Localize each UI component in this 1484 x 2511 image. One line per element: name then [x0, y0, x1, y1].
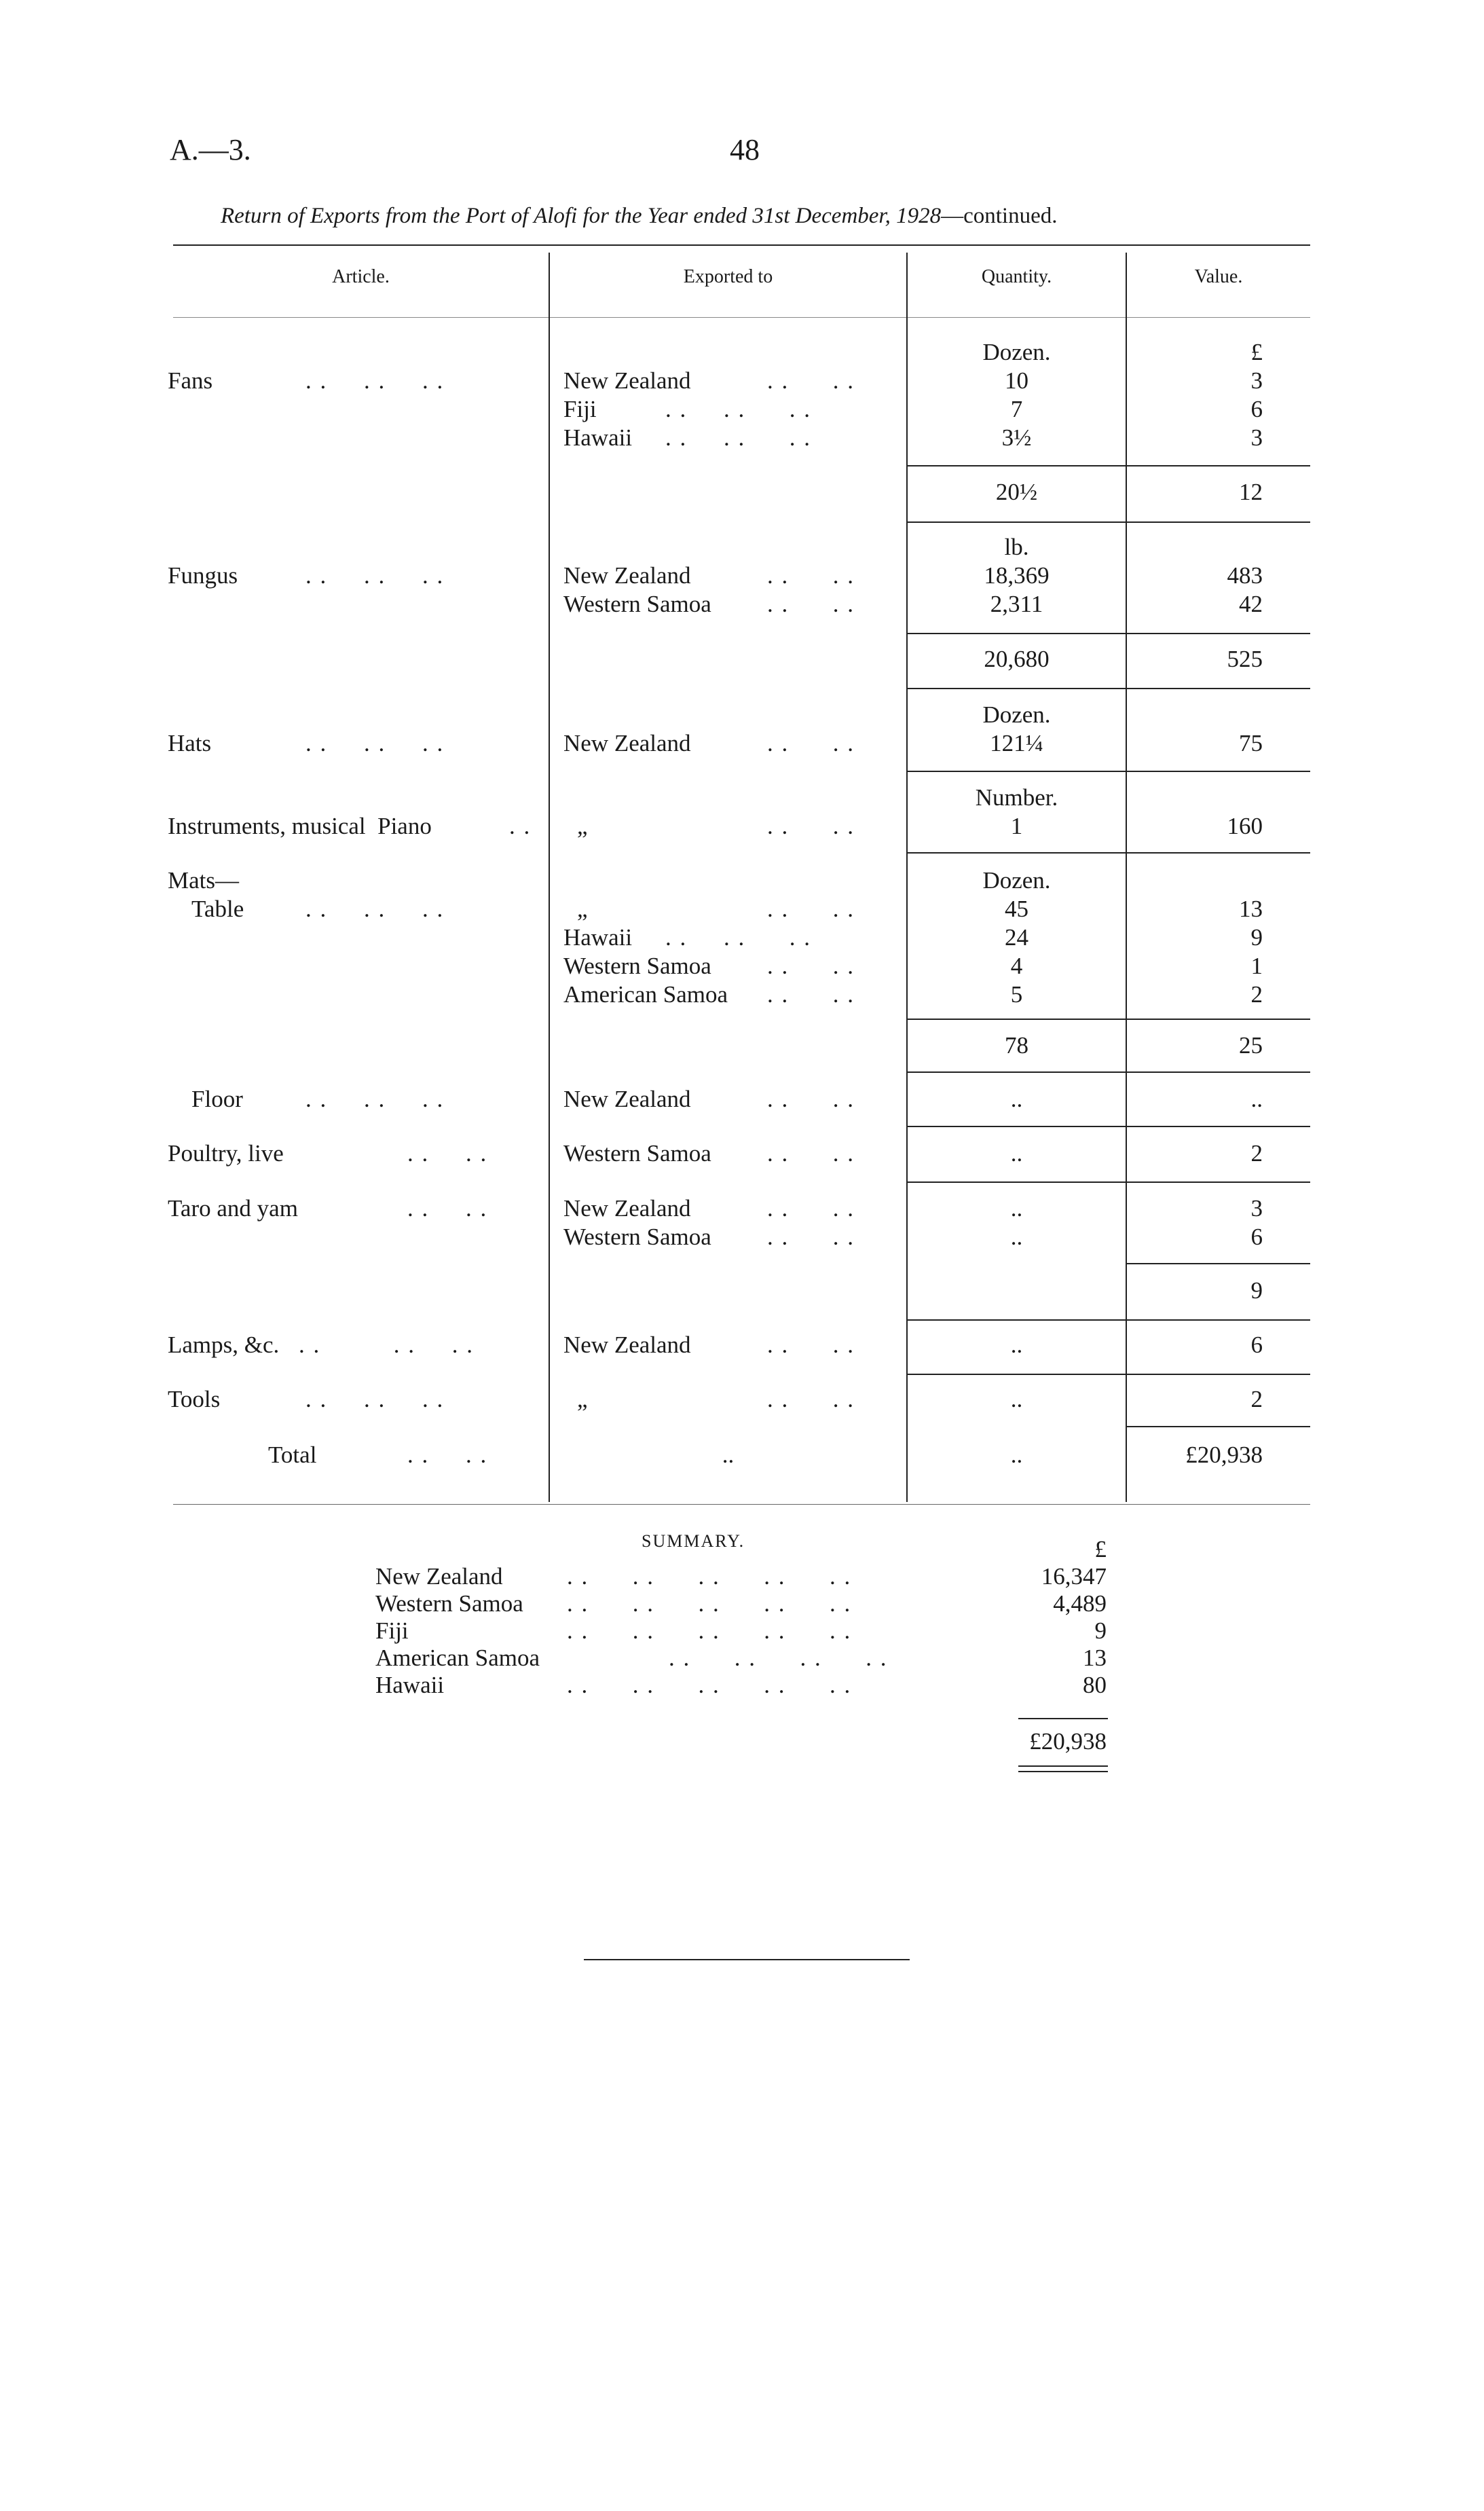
quantity-cell: .. [1010, 1386, 1023, 1412]
column-divider-1 [549, 253, 550, 1502]
leader-dots: . . . . [767, 591, 855, 617]
leader-dots: . . . . . . . . [669, 1645, 888, 1671]
summary-value: 16,347 [1041, 1563, 1107, 1590]
article-label: Table [191, 896, 244, 922]
article-label: Fungus [168, 562, 238, 589]
article-label: Hats [168, 730, 212, 756]
destination-label: New Zealand [563, 367, 691, 394]
table-header-rule [173, 317, 1310, 318]
article-label: Tools [168, 1386, 221, 1412]
leader-dots: . . . . . . . . . . [567, 1590, 852, 1617]
summary-value: 9 [1094, 1617, 1107, 1644]
ditto-mark: „ [577, 896, 588, 922]
destination-label: Hawaii [563, 924, 633, 951]
value-cell: 6 [1250, 1332, 1263, 1358]
destination-label: Western Samoa [563, 1224, 711, 1250]
quantity-cell: 45 [1005, 896, 1028, 922]
row-rule-hats [908, 771, 1310, 772]
value-cell: 9 [1250, 924, 1263, 951]
leader-dots: . . . . . . [305, 896, 445, 922]
quantity-cell: 2,311 [990, 591, 1043, 617]
leader-dots: . . . . . . . . . . [567, 1617, 852, 1644]
subtotal-rule-mats [908, 1019, 1310, 1020]
summary-label: American Samoa [375, 1645, 540, 1671]
destination-label: Western Samoa [563, 1140, 711, 1167]
quantity-cell: 4 [1010, 953, 1023, 979]
quantity-cell: 18,369 [984, 562, 1050, 589]
quantity-cell: .. [1010, 1086, 1023, 1112]
leader-dots: . . . . . . [305, 1086, 445, 1112]
leader-dots: . . . . . . [305, 367, 445, 394]
value-cell: .. [1250, 1086, 1263, 1112]
subtotal-rule-taro [1127, 1263, 1310, 1264]
value-cell: 2 [1250, 1140, 1263, 1167]
leader-dots: . . . . [407, 1442, 488, 1468]
leader-dots: . . . . . . [299, 1332, 474, 1358]
total-rule-mats [908, 1071, 1310, 1073]
value-cell: 3 [1250, 1195, 1263, 1222]
summary-label: Western Samoa [375, 1590, 523, 1617]
leader-dots: . . . . [767, 730, 855, 756]
summary-currency: £ [1094, 1536, 1107, 1562]
grand-total-value: £20,938 [1185, 1442, 1263, 1468]
total-destination: .. [722, 1442, 735, 1468]
value-cell: 75 [1239, 730, 1263, 756]
quantity-cell: .. [1010, 1195, 1023, 1222]
value-cell: 13 [1239, 896, 1263, 922]
leader-dots: . . . . [767, 896, 855, 922]
total-label: Total [268, 1442, 317, 1468]
ditto-mark: „ [577, 813, 588, 839]
leader-dots: . . . . [767, 562, 855, 589]
quantity-cell: 10 [1005, 367, 1028, 394]
summary-value: 4,489 [1053, 1590, 1107, 1617]
quantity-unit: Dozen. [982, 339, 1051, 365]
leader-dots: . . [509, 813, 532, 839]
article-label: Poultry, live [168, 1140, 284, 1167]
row-rule-floor [908, 1126, 1310, 1127]
quantity-cell: 1 [1010, 813, 1023, 839]
value-cell: 42 [1239, 591, 1263, 617]
article-label: Lamps, &c. [168, 1332, 280, 1358]
total-rule-fans [908, 521, 1310, 523]
quantity-unit: Dozen. [982, 701, 1051, 728]
article-group-label: Mats— [168, 867, 239, 894]
column-header-value: Value. [1194, 266, 1243, 287]
leader-dots: . . . . . . [665, 424, 811, 451]
summary-heading: SUMMARY. [642, 1531, 745, 1551]
leader-dots: . . . . . . [665, 924, 811, 951]
subtotal-rule-fans [908, 465, 1310, 466]
leader-dots: . . . . [767, 1332, 855, 1358]
destination-label: Western Samoa [563, 953, 711, 979]
leader-dots: . . . . [407, 1140, 488, 1167]
row-rule-lamps [908, 1374, 1310, 1375]
summary-value: 80 [1083, 1672, 1107, 1698]
row-rule-poultry [908, 1181, 1310, 1183]
value-cell: 3 [1250, 367, 1263, 394]
subtotal-value: 525 [1227, 646, 1263, 672]
leader-dots: . . . . [767, 1386, 855, 1412]
destination-label: Hawaii [563, 424, 633, 451]
section-end-rule [584, 1959, 910, 1960]
total-rule-taro [908, 1319, 1310, 1321]
document-reference: A.—3. [170, 133, 251, 166]
quantity-cell: 24 [1005, 924, 1028, 951]
leader-dots: . . . . [767, 1195, 855, 1222]
leader-dots: . . . . [767, 1140, 855, 1167]
value-cell: 6 [1250, 1224, 1263, 1250]
subtotal-value: 12 [1239, 479, 1263, 505]
quantity-unit: Dozen. [982, 867, 1051, 894]
destination-label: New Zealand [563, 730, 691, 756]
quantity-cell: 5 [1010, 981, 1023, 1008]
grand-total-rule [1127, 1426, 1310, 1427]
summary-label: Fiji [375, 1617, 409, 1644]
subtotal-quantity: 20½ [995, 479, 1038, 505]
table-top-rule [173, 244, 1310, 246]
leader-dots: . . . . [767, 1086, 855, 1112]
summary-value: 13 [1083, 1645, 1107, 1671]
value-cell: 1 [1250, 953, 1263, 979]
row-rule-instruments [908, 852, 1310, 854]
leader-dots: . . . . [767, 953, 855, 979]
leader-dots: . . . . . . [305, 730, 445, 756]
quantity-unit: Number. [975, 784, 1058, 811]
leader-dots: . . . . . . [305, 562, 445, 589]
value-cell: 6 [1250, 396, 1263, 422]
article-label: Instruments, musical Piano [168, 813, 432, 839]
column-header-exported-to: Exported to [683, 266, 773, 287]
leader-dots: . . . . [767, 981, 855, 1008]
quantity-cell: .. [1010, 1332, 1023, 1358]
subtotal-value: 9 [1250, 1277, 1263, 1304]
table-title [221, 204, 1058, 229]
quantity-cell: 121¼ [990, 730, 1043, 756]
leader-dots: . . . . [767, 367, 855, 394]
value-cell: 160 [1227, 813, 1263, 839]
ditto-mark: „ [577, 1386, 588, 1412]
value-cell: 3 [1250, 424, 1263, 451]
summary-label: Hawaii [375, 1672, 445, 1698]
value-unit: £ [1250, 339, 1263, 365]
quantity-cell: 3½ [1001, 424, 1032, 451]
quantity-cell: .. [1010, 1224, 1023, 1250]
column-header-quantity: Quantity. [981, 266, 1052, 287]
destination-label: Fiji [563, 396, 597, 422]
leader-dots: . . . . . . . . . . [567, 1563, 852, 1590]
summary-total: £20,938 [1029, 1728, 1107, 1755]
summary-total-rule [1018, 1718, 1108, 1719]
summary-double-rule-top [1018, 1765, 1108, 1767]
quantity-unit: lb. [1004, 534, 1029, 560]
total-quantity: .. [1010, 1442, 1023, 1468]
leader-dots: . . . . [767, 813, 855, 839]
summary-label: New Zealand [375, 1563, 503, 1590]
leader-dots: . . . . . . [305, 1386, 445, 1412]
quantity-cell: 7 [1010, 396, 1023, 422]
article-label: Floor [191, 1086, 243, 1112]
article-label: Fans [168, 367, 213, 394]
value-cell: 2 [1250, 981, 1263, 1008]
destination-label: American Samoa [563, 981, 728, 1008]
article-label: Taro and yam [168, 1195, 298, 1222]
destination-label: New Zealand [563, 1195, 691, 1222]
leader-dots: . . . . . . . . . . [567, 1672, 852, 1698]
destination-label: New Zealand [563, 562, 691, 589]
subtotal-rule-fungus [908, 633, 1310, 634]
page-number: 48 [730, 133, 760, 166]
table-bottom-rule [173, 1504, 1310, 1505]
subtotal-value: 25 [1239, 1032, 1263, 1059]
value-cell: 2 [1250, 1386, 1263, 1412]
table-title-suffix: —continued. [941, 204, 1058, 228]
total-rule-fungus [908, 688, 1310, 689]
subtotal-quantity: 20,680 [984, 646, 1050, 672]
destination-label: New Zealand [563, 1332, 691, 1358]
table-title-main: Return of Exports from the Port of Alofi for the Year ended 31st December, 1928 [221, 204, 942, 228]
subtotal-quantity: 78 [1005, 1032, 1028, 1059]
quantity-cell: .. [1010, 1140, 1023, 1167]
leader-dots: . . . . [407, 1195, 488, 1222]
destination-label: Western Samoa [563, 591, 711, 617]
leader-dots: . . . . [767, 1224, 855, 1250]
column-header-article: Article. [332, 266, 390, 287]
value-cell: 483 [1227, 562, 1263, 589]
leader-dots: . . . . . . [665, 396, 811, 422]
summary-double-rule-bottom [1018, 1771, 1108, 1772]
destination-label: New Zealand [563, 1086, 691, 1112]
